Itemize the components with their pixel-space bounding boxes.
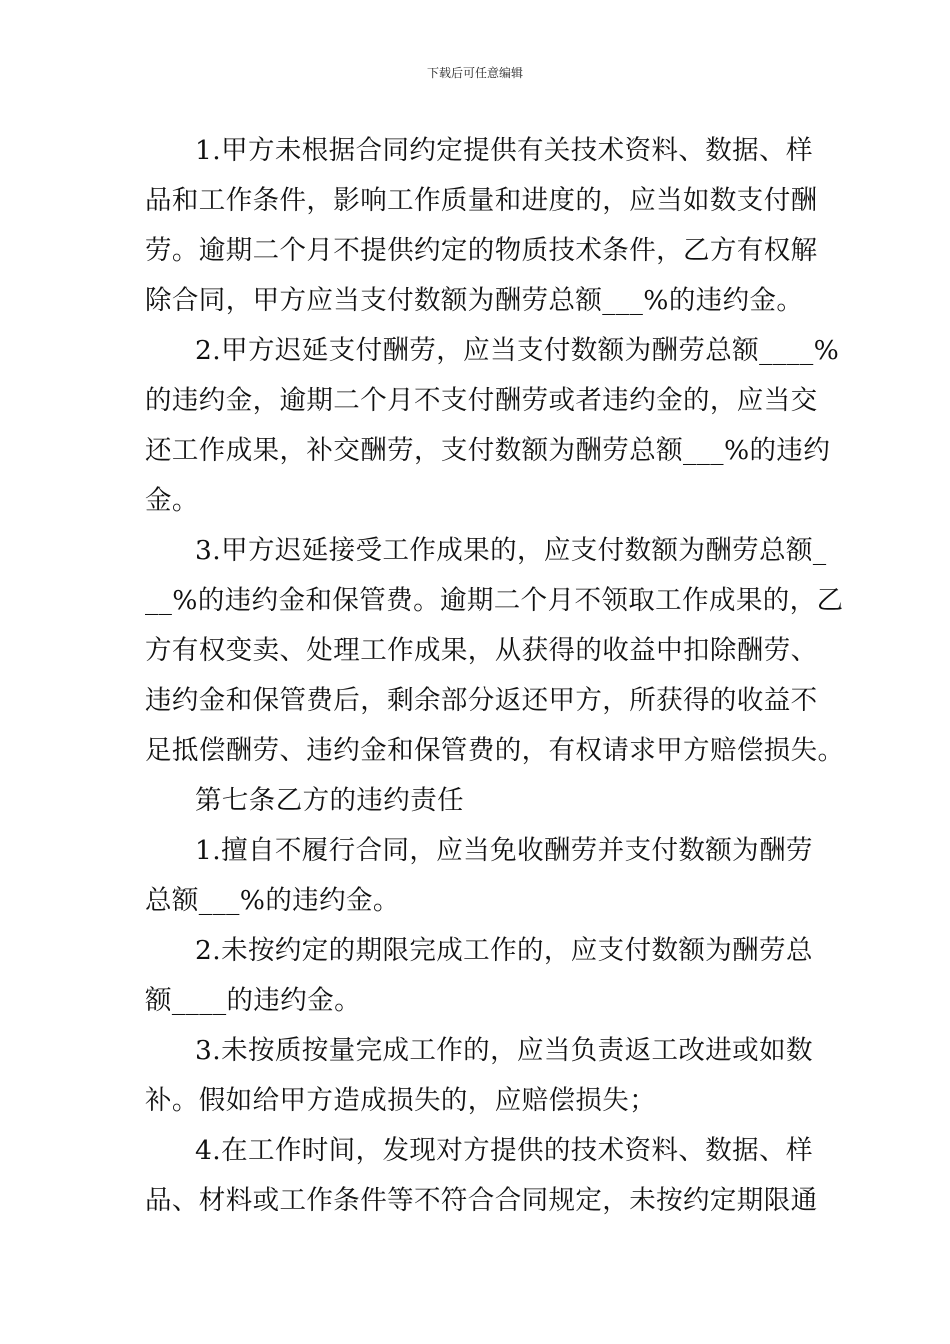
paragraph-line: 额____的违约金。: [145, 985, 361, 1016]
paragraph-line: 方有权变卖、处理工作成果，从获得的收益中扣除酬劳、: [145, 635, 818, 666]
paragraph-line: 1.甲方未根据合同约定提供有关技术资料、数据、样: [195, 135, 813, 166]
paragraph-line: 劳。逾期二个月不提供约定的物质技术条件，乙方有权解: [145, 235, 818, 266]
paragraph-line: 违约金和保管费后，剩余部分返还甲方，所获得的收益不: [145, 685, 818, 716]
paragraph-line: 2.未按约定的期限完成工作的，应支付数额为酬劳总: [195, 935, 813, 966]
paragraph-line: 补。假如给甲方造成损失的，应赔偿损失；: [145, 1085, 657, 1116]
paragraph-line: 的违约金，逾期二个月不支付酬劳或者违约金的，应当交: [145, 385, 818, 416]
paragraph-line: 3.未按质按量完成工作的，应当负责返工改进或如数: [195, 1035, 813, 1066]
paragraph-line: 除合同，甲方应当支付数额为酬劳总额___%的违约金。: [145, 285, 804, 316]
paragraph-line: 3.甲方迟延接受工作成果的，应支付数额为酬劳总额_: [195, 535, 827, 566]
paragraph-line: 2.甲方迟延支付酬劳，应当支付数额为酬劳总额____%: [195, 335, 840, 366]
paragraph-line: 还工作成果，补交酬劳，支付数额为酬劳总额___%的违约: [145, 435, 831, 466]
paragraph-line: 品、材料或工作条件等不符合合同规定，未按约定期限通: [145, 1185, 818, 1216]
paragraph-line: __%的违约金和保管费。逾期二个月不领取工作成果的，乙: [145, 585, 844, 616]
paragraph-line: 1.擅自不履行合同，应当免收酬劳并支付数额为酬劳: [195, 835, 813, 866]
page-header: 下载后可任意编辑: [426, 66, 523, 80]
paragraph-line: 4.在工作时间，发现对方提供的技术资料、数据、样: [195, 1135, 813, 1166]
section-heading: 第七条乙方的违约责任: [195, 785, 464, 816]
paragraph-line: 总额___%的违约金。: [145, 885, 400, 916]
paragraph-line: 品和工作条件，影响工作质量和进度的，应当如数支付酬: [145, 185, 818, 216]
paragraph-line: 金。: [145, 485, 199, 516]
paragraph-line: 足抵偿酬劳、违约金和保管费的，有权请求甲方赔偿损失。: [145, 735, 845, 766]
